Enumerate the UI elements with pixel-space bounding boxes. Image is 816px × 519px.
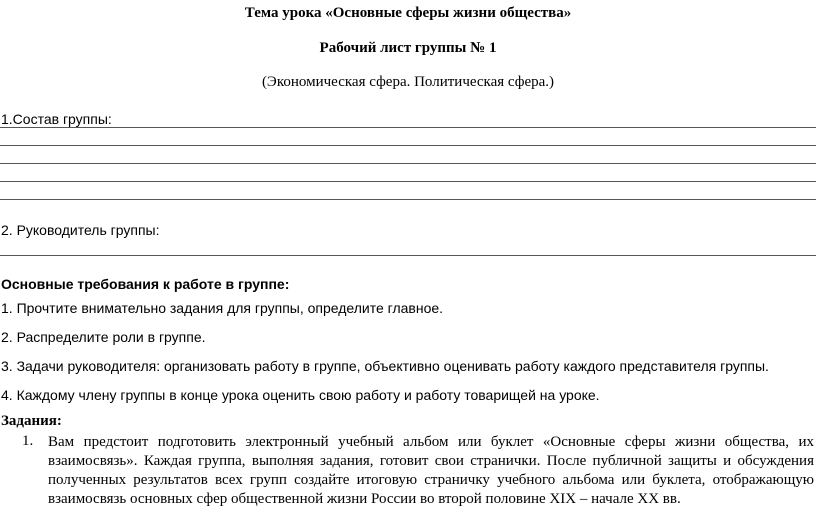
- group-members-label: 1.Состав группы:: [1, 111, 112, 127]
- answer-line: [0, 163, 816, 164]
- requirement-item: 1. Прочтите внимательно задания для группы, определите главное.: [1, 300, 444, 316]
- answer-line: [0, 199, 816, 200]
- answer-line: [0, 127, 816, 128]
- tasks-heading: Задания:: [1, 413, 62, 429]
- requirement-item: 4. Каждому члену группы в конце урока оценить свою работу и работу товарищей на уроке.: [1, 387, 600, 403]
- lesson-title: Тема урока «Основные сферы жизни общества»: [244, 5, 572, 21]
- worksheet-title: Рабочий лист группы № 1: [319, 40, 497, 56]
- spheres-subtitle: (Экономическая сфера. Политическая сфера.): [261, 74, 555, 90]
- answer-line: [0, 181, 816, 182]
- task-text: Вам предстоит подготовить электронный учебный альбом или буклет «Основные сферы жизни общества, их взаимосвязь». Каждая группа, выполняя задания, готовит свои странички. После публичной защиты и обсуждения полученных результатов всех групп создайте итоговую страничку учебного альбома или буклета, отображающую взаимосвязь основных сфер общественной жизни России во второй половине XIX – начале XX вв.: [48, 434, 814, 507]
- answer-line: [0, 145, 816, 146]
- group-leader-label: 2. Руководитель группы:: [1, 222, 160, 238]
- requirement-item: 2. Распределите роли в группе.: [1, 329, 206, 345]
- requirements-heading: Основные требования к работе в группе:: [1, 276, 290, 292]
- task-number: 1.: [22, 433, 34, 449]
- requirement-item: 3. Задачи руководителя: организовать работу в группе, объективно оценивать работу каждого представителя группы.: [1, 358, 769, 374]
- answer-line: [0, 255, 816, 256]
